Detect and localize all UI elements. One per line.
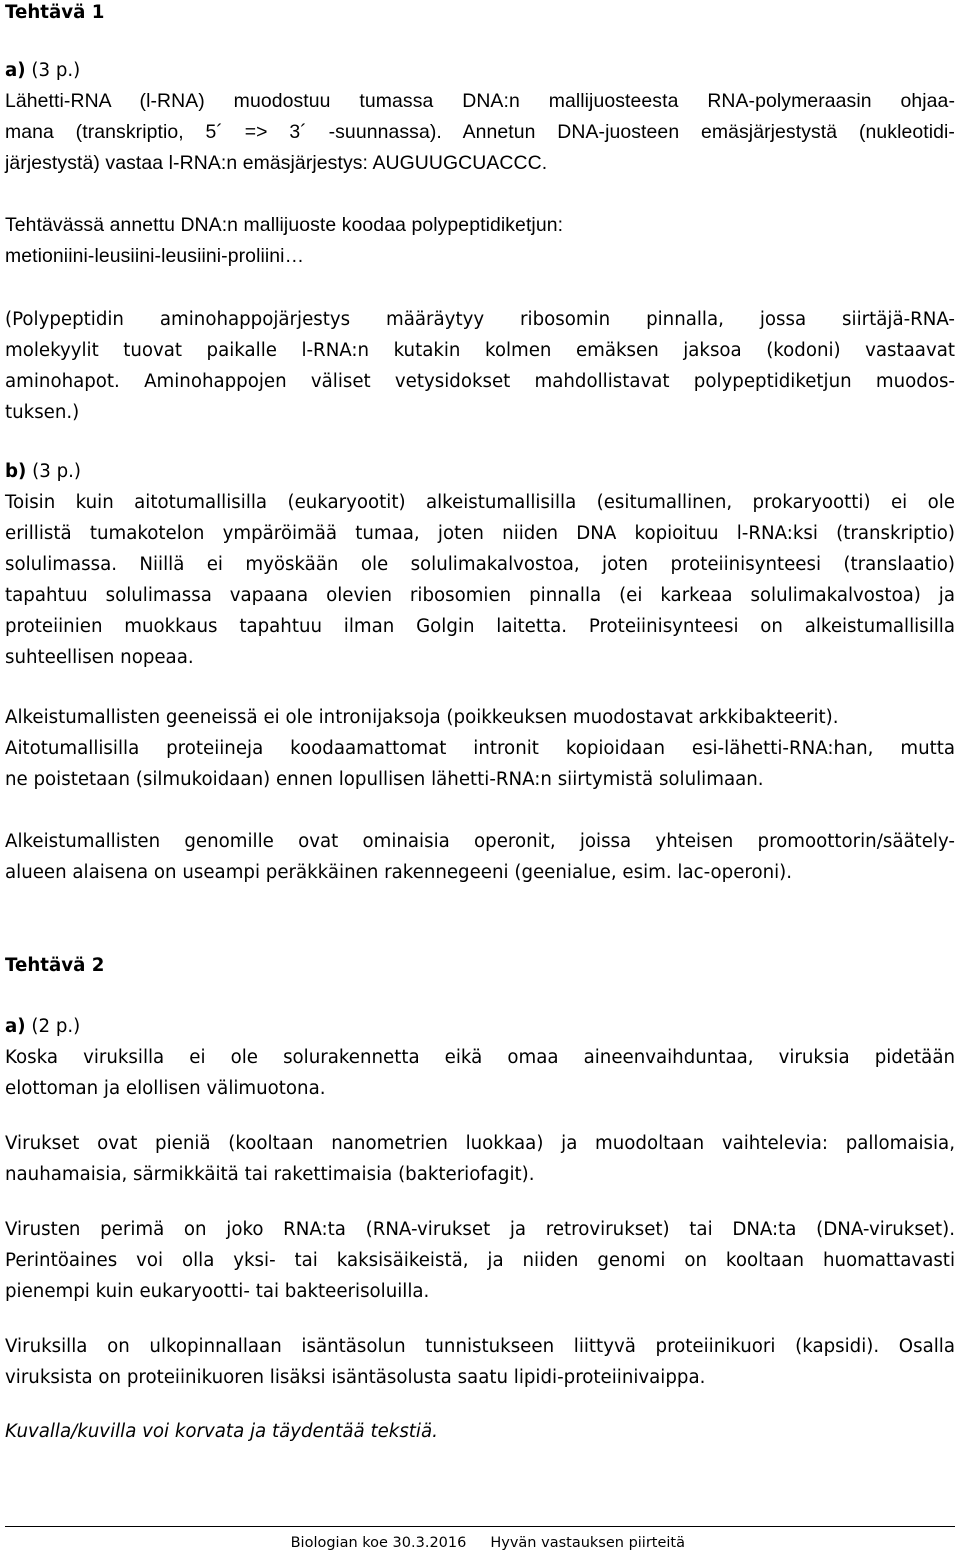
text-line: pienempi kuin eukaryootti- tai bakteerisoluilla.: [5, 1281, 430, 1302]
text-line: mana (transkriptio, 5´ => 3´ -suunnassa). Annetun DNA-juosteen emäsjärjestystä (nukleotidi-: [5, 121, 955, 143]
text-line: ne poistetaan (silmukoidaan) ennen lopullisen lähetti-RNA:n siirtymistä solulimaan.: [5, 769, 764, 790]
task2-paragraph-1: [5, 1042, 955, 1104]
text-line: solulimassa. Niillä ei myöskään ole solulimakalvostoa, joten proteiinisynteesi (translaatio): [5, 554, 955, 575]
page-footer: [291, 1533, 685, 1553]
task1-b-paragraph-2: [5, 702, 955, 795]
text-line: suhteellisen nopeaa.: [5, 647, 194, 668]
task2-paragraph-3: [5, 1214, 955, 1307]
task1-b-label: b) (3 p.): [5, 461, 81, 482]
text-line: Toisin kuin aitotumallisilla (eukaryootit) alkeistumallisilla (esitumallinen, prokaryootti) ei ole: [5, 492, 955, 513]
task1-a-peptide-paragraph: [5, 210, 955, 272]
text-line: alueen alaisena on useampi peräkkäinen rakennegeeni (geenialue, esim. lac-operoni).: [5, 862, 793, 883]
text-line: Alkeistumallisten genomille ovat ominaisia operonit, joissa yhteisen promoottorin/säätely-: [5, 831, 955, 852]
text-line: Viruksilla on ulkopinnallaan isäntäsolun tunnistukseen liittyvä proteiinikuori (kapsidi). Osalla: [5, 1336, 955, 1357]
text-line: elottoman ja elollisen välimuotona.: [5, 1078, 326, 1099]
text-line: (Polypeptidin aminohappojärjestys määräytyy ribosomin pinnalla, jossa siirtäjä-RNA-: [5, 309, 955, 330]
task1-b-paragraph-3: [5, 826, 955, 888]
text-line: proteiinien muokkaus tapahtuu ilman Golgin laitetta. Proteiinisynteesi on alkeistumallisilla: [5, 616, 955, 637]
text-line: molekyylit tuovat paikalle l-RNA:n kutakin kolmen emäksen jaksoa (kodoni) vastaavat: [5, 340, 955, 361]
text-line: tapahtuu solulimassa vapaana olevien ribosomien pinnalla (ei karkeaa solulimakalvostoa) ja: [5, 585, 955, 606]
text-line: Tehtävässä annettu DNA:n mallijuoste koodaa polypeptidiketjun:: [5, 214, 564, 236]
task2-paragraph-4: [5, 1331, 955, 1393]
text-line: metioniini-leusiini-leusiini-proliini…: [5, 245, 305, 267]
text-line: Alkeistumallisten geeneissä ei ole intronijaksoja (poikkeuksen muodostavat arkkibakteerit).: [5, 707, 839, 728]
text-line: Virukset ovat pieniä (kooltaan nanometrien luokkaa) ja muodoltaan vaihtelevia: pallomaisia,: [5, 1133, 955, 1154]
task1-a-paragraph: [5, 86, 955, 179]
text-line: Virusten perimä on joko RNA:ta (RNA-virukset ja retrovirukset) tai DNA:ta (DNA-virukset).: [5, 1219, 955, 1240]
task1-b-paragraph-1: [5, 487, 955, 673]
text-line: Aitotumallisilla proteiineja koodaamattomat intronit kopioidaan esi-lähetti-RNA:han, mutta: [5, 738, 955, 759]
task1-a-label: a) (3 p.): [5, 60, 81, 81]
task2-a-label: a) (2 p.): [5, 1016, 81, 1037]
text-line: Lähetti-RNA (l-RNA) muodostuu tumassa DNA:n mallijuosteesta RNA-polymeraasin ohjaa-: [5, 90, 955, 112]
text-line: nauhamaisia, särmikkäitä tai rakettimaisia (bakteriofagit).: [5, 1164, 535, 1185]
task2-image-note: Kuvalla/kuvilla voi korvata ja täydentää tekstiä.: [5, 1421, 438, 1442]
text-line: erillistä tumakotelon ympäröimää tumaa, joten niiden DNA kopioituu l-RNA:ksi (transkriptio): [5, 523, 955, 544]
task1-a-note-paragraph: [5, 304, 955, 428]
task2-heading: Tehtävä 2: [5, 955, 105, 976]
footer-exam-title: Biologian koe 30.3.2016: [290, 1535, 467, 1551]
text-line: Koska viruksilla ei ole solurakennetta eikä omaa aineenvaihduntaa, viruksia pidetään: [5, 1047, 955, 1068]
text-line: järjestystä) vastaa l-RNA:n emäsjärjestys: AUGUUGCUACCC.: [5, 152, 548, 174]
text-line: viruksista on proteiinikuoren lisäksi isäntäsolusta saatu lipidi-proteiinivaippa.: [5, 1367, 706, 1388]
text-line: aminohapot. Aminohappojen väliset vetysidokset mahdollistavat polypeptidiketjun muodos-: [5, 371, 955, 392]
footer-divider: [5, 1526, 955, 1527]
text-line: tuksen.): [5, 402, 80, 423]
task1-heading: Tehtävä 1: [5, 2, 105, 23]
text-line: Perintöaines voi olla yksi- tai kaksisäikeistä, ja niiden genomi on kooltaan huomattavasti: [5, 1250, 955, 1271]
task2-paragraph-2: [5, 1128, 955, 1190]
footer-subtitle: Hyvän vastauksen piirteitä: [490, 1535, 685, 1551]
